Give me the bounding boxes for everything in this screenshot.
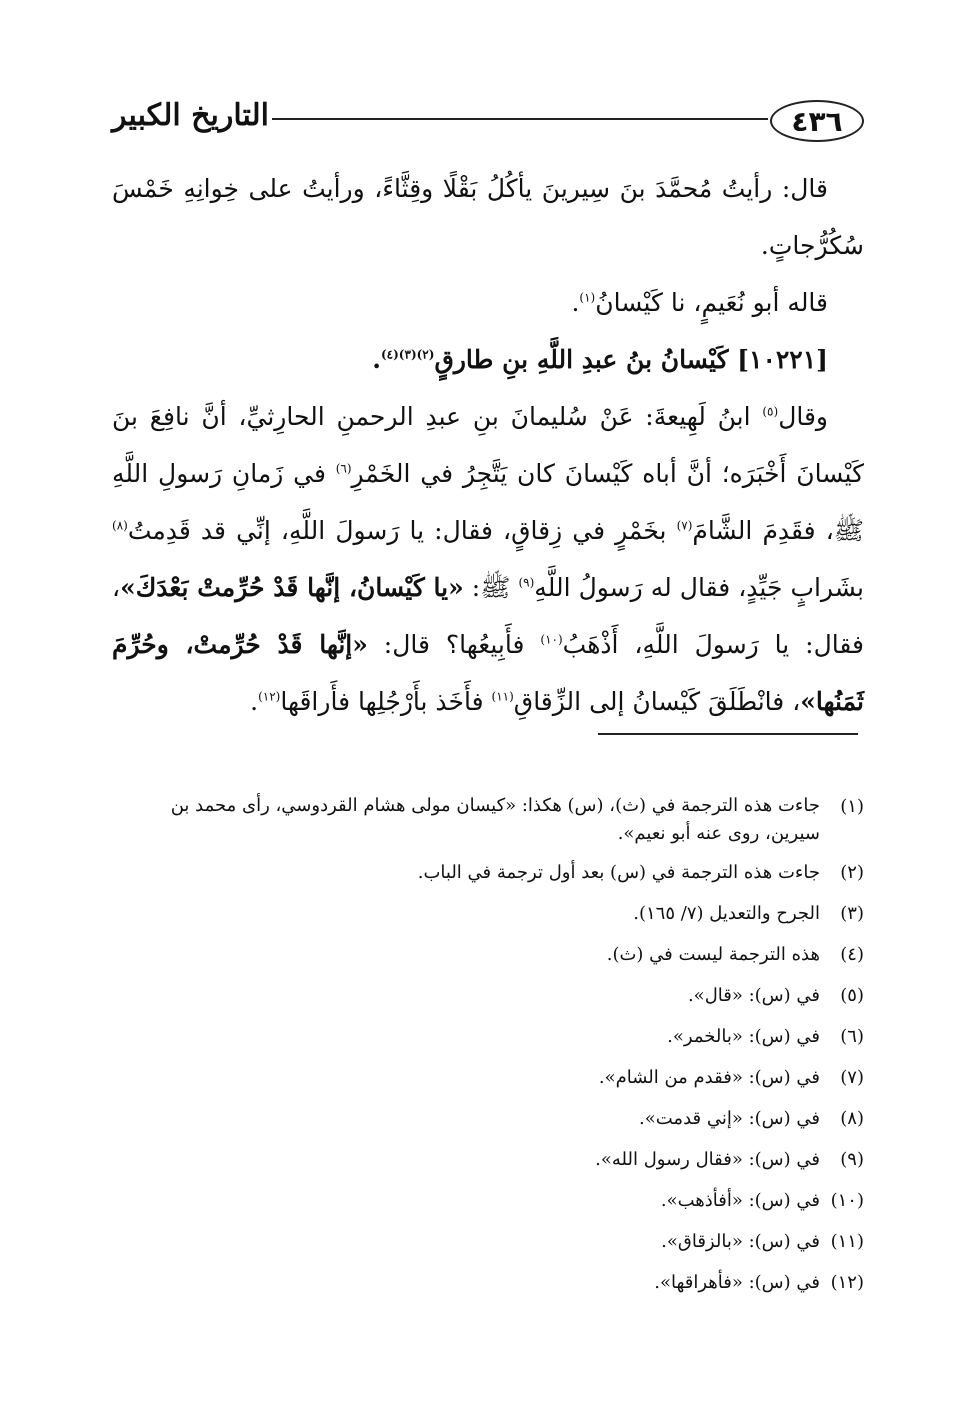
footnote-number: (١٢) xyxy=(830,1272,864,1293)
footnote-number: (٤) xyxy=(840,944,864,965)
entry-heading xyxy=(112,331,864,388)
footnote-ref: (٥) xyxy=(762,404,779,419)
text-run: ، فقال: يا رَسولَ اللَّهِ، أَذْهَبُ xyxy=(112,573,864,659)
footnote-item xyxy=(112,1057,864,1098)
footnote-ref: (٢)(٣)(٤) xyxy=(380,347,435,362)
footnotes xyxy=(112,786,864,1303)
footnote-number: (٨) xyxy=(840,1108,864,1129)
footnote-text: هذه الترجمة ليست في (ث). xyxy=(606,944,820,965)
paragraph-1: قال: رأيتُ مُحمَّدَ بنَ سِيرينَ يأكُلُ بَقْلًا وقِثَّاءً، ورأيتُ على خِوانِهِ خَمْسَ سُكُرُّجاتٍ. xyxy=(112,174,864,260)
main-text xyxy=(112,160,864,730)
entry-heading-end: . xyxy=(372,345,381,374)
page-header xyxy=(112,98,864,148)
footnote-ref: (٩) xyxy=(518,575,535,590)
paragraph-2 xyxy=(112,274,864,331)
footnote-item xyxy=(112,893,864,934)
footnote-separator xyxy=(598,733,858,735)
text-run: بشَرابٍ جَيِّدٍ، فقال له رَسولُ اللَّهِ xyxy=(534,573,864,602)
text-run: فأَبِيعُها؟ قال: xyxy=(367,630,541,659)
footnote-number: (٣) xyxy=(840,903,864,924)
text-run: فأَخَذ بأَرْجُلِها فأَراقَها xyxy=(280,687,492,716)
footnote-number: (١٠) xyxy=(830,1190,864,1211)
footnote-item xyxy=(112,1221,864,1262)
footnote-item xyxy=(112,1098,864,1139)
footnote-item xyxy=(112,1180,864,1221)
text-run: ، فانْطَلَقَ كَيْسانُ إلى الزِّقاقِ xyxy=(513,687,801,716)
footnote-text: في (س): «إني قدمت». xyxy=(639,1108,820,1129)
footnote-text: في (س): «فقدم من الشام». xyxy=(598,1067,820,1088)
footnote-item xyxy=(112,1139,864,1180)
footnote-text: في (س): «بالزقاق». xyxy=(661,1231,820,1252)
footnote-number: (١) xyxy=(840,796,864,817)
footnote-item xyxy=(112,786,864,848)
footnote-ref: (٨) xyxy=(112,518,128,533)
footnote-number: (٦) xyxy=(840,1026,864,1047)
footnote-item xyxy=(112,1262,864,1303)
footnote-ref: (١) xyxy=(579,290,596,305)
footnote-ref: (١٠) xyxy=(540,632,563,647)
paragraph-2-text: قاله أبو نُعَيمٍ، نا كَيْسانُ xyxy=(595,288,828,317)
footnote-text: في (س): «قال». xyxy=(687,985,820,1006)
footnote-text: في (س): «أفأذهب». xyxy=(660,1190,820,1211)
footnote-item xyxy=(112,975,864,1016)
footnote-item xyxy=(112,852,864,893)
header-rule xyxy=(272,118,768,120)
footnote-item xyxy=(112,1016,864,1057)
entry-heading-text: [١٠٢٢١] كَيْسانُ بنُ عبدِ اللَّهِ بنِ طارقٍ xyxy=(434,345,828,374)
footnote-ref: (٦) xyxy=(335,461,352,476)
paragraph-4 xyxy=(112,388,864,730)
footnote-number: (١١) xyxy=(830,1231,864,1252)
hadith-quote: «يا كَيْسانُ، إنَّها قَدْ حُرِّمتْ بَعْدَكَ» xyxy=(120,573,464,602)
paragraph-2-end: . xyxy=(571,288,580,317)
book-title: التاريخ الكبير xyxy=(112,98,270,133)
page-number: ٤٣٦ xyxy=(770,100,864,142)
hadith-quote: «إنَّها قَدْ حُرِّمتْ، وحُرِّمَ ثَمَنُها» xyxy=(112,630,864,716)
text-run: وقال xyxy=(778,402,828,431)
footnote-text: جاءت هذه الترجمة في (س) بعد أول ترجمة في الباب. xyxy=(417,862,820,883)
footnote-ref: (١١) xyxy=(491,689,514,704)
text-run: في زَمانِ رَسولِ اللَّهِ ﷺ، فقَدِمَ الشَّامَ xyxy=(112,459,864,545)
footnote-text: في (س): «فأهراقها». xyxy=(654,1272,820,1293)
footnote-item xyxy=(112,934,864,975)
footnote-number: (٢) xyxy=(840,862,864,883)
text-run: . xyxy=(250,687,259,716)
footnote-ref: (٧) xyxy=(676,518,693,533)
footnote-number: (٧) xyxy=(840,1067,864,1088)
text-run: ابنُ لَهِيعةَ: عَنْ سُليمانَ بنِ عبدِ الرحمنِ الحارِثيِّ، أنَّ نافِعَ بنَ كَيْسانَ أَخْبَرَه؛ أنَّ أباه كَيْسانَ كان يَتَّجِرُ في الخَمْرِ xyxy=(112,402,864,488)
footnote-text: الجرح والتعديل (٧/ ١٦٥). xyxy=(633,903,820,924)
footnote-text: في (س): «فقال رسول الله». xyxy=(595,1149,820,1170)
footnote-text: جاءت هذه الترجمة في (ث)، (س) هكذا: «كيسان مولى هشام القردوسي، رأى محمد بن سيرين، روى عنه أبو نعيم». xyxy=(170,795,820,844)
text-run: بخَمْرٍ في زِقاقٍ، فقال: يا رَسولَ اللَّهِ، إنِّي قد قَدِمتُ xyxy=(127,516,677,545)
footnote-ref: (١٢) xyxy=(258,689,281,704)
footnote-number: (٩) xyxy=(840,1149,864,1170)
text-run: ﷺ: xyxy=(463,573,519,602)
footnote-text: في (س): «بالخمر». xyxy=(667,1026,820,1047)
footnote-number: (٥) xyxy=(840,985,864,1006)
